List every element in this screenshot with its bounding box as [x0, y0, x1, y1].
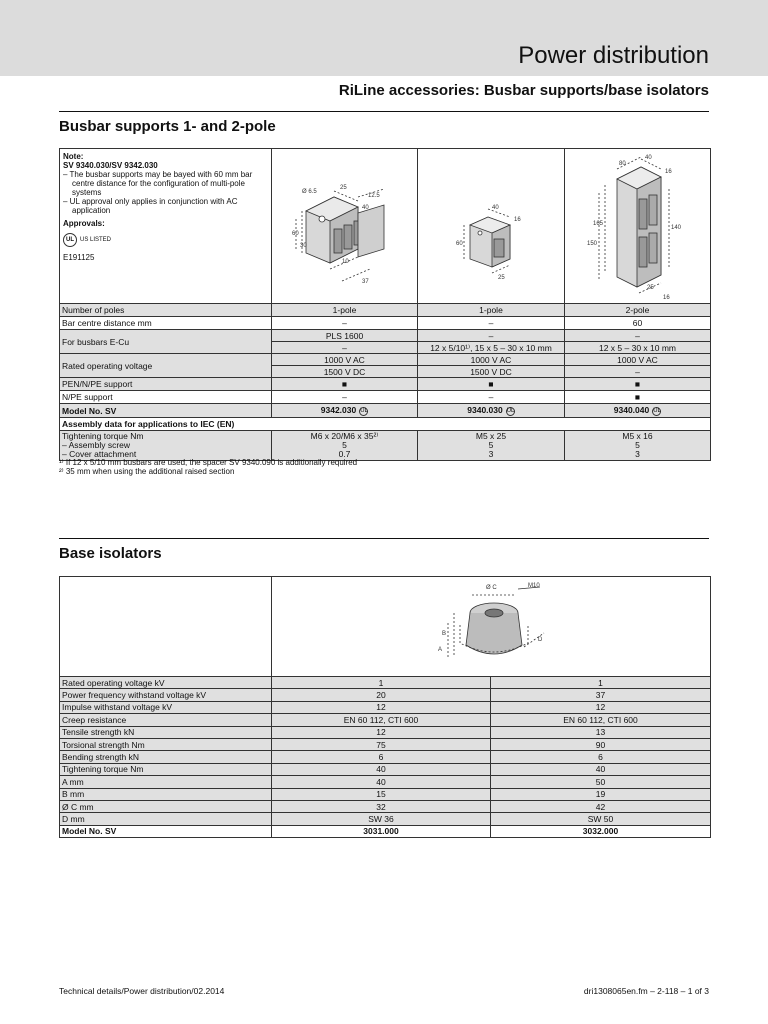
- dim-label: 25: [647, 285, 654, 291]
- dim-label: Ø C: [486, 585, 497, 591]
- cell-value: PLS 1600: [272, 330, 418, 342]
- approvals-label: Approvals:: [63, 219, 105, 228]
- table-row: [60, 431, 711, 461]
- note-title: Note:: [63, 152, 84, 161]
- footer-left: Technical details/Power distribution/02.2014: [59, 986, 225, 996]
- dim-label: 60: [292, 231, 299, 237]
- page-subtitle: RiLine accessories: Busbar supports/base isolators: [338, 82, 709, 99]
- row-label: B mm: [60, 788, 272, 800]
- table-row: [60, 714, 711, 726]
- table-row: [60, 825, 711, 837]
- cell-line: M6 x 20/M6 x 35²⁾: [310, 431, 379, 441]
- cell-value: SW 36: [272, 813, 491, 825]
- row-label: Creep resistance: [60, 714, 272, 726]
- row-label: Power frequency withstand voltage kV: [60, 689, 272, 701]
- row-label: Model No. SV: [60, 825, 272, 837]
- cell-value: 1000 V AC: [272, 354, 418, 366]
- cell-value: 13: [491, 726, 711, 738]
- table-row: [60, 330, 711, 342]
- busbar-note-cell: [60, 149, 272, 304]
- page-title: Power distribution: [518, 42, 709, 69]
- cert-reference: E191125: [63, 253, 95, 262]
- base-isolator-drawing: [272, 577, 711, 674]
- cell-value: [418, 431, 565, 461]
- cell-value: 90: [491, 738, 711, 750]
- footnote: ²⁾ 35 mm when using the additional raised section: [59, 467, 235, 476]
- cell-value: [272, 431, 418, 461]
- footnotes: [59, 458, 357, 476]
- table-row: [60, 689, 711, 701]
- table-row: [60, 391, 711, 404]
- table-row: [60, 738, 711, 750]
- cell-line: 0.7: [338, 449, 351, 459]
- assembly-label-line: Tightening torque Nm: [62, 431, 144, 441]
- cell-value: –: [565, 330, 711, 342]
- cell-value: –: [418, 317, 565, 330]
- dim-label: A: [438, 647, 443, 653]
- cell-value: [565, 431, 711, 461]
- cell-value: 3032.000: [491, 825, 711, 837]
- cell-value: 1500 V DC: [418, 366, 565, 378]
- cell-line: M5 x 16: [622, 431, 653, 441]
- cell-value: –: [418, 330, 565, 342]
- dim-label: 40: [362, 205, 369, 211]
- table-row: [60, 776, 711, 788]
- table-row: [60, 800, 711, 812]
- ul-listed-logo: [63, 233, 268, 247]
- dim-label: 12.5: [368, 193, 380, 199]
- dim-label: Ø 6.5: [302, 189, 317, 195]
- row-label: Rated operating voltage: [60, 354, 272, 378]
- dim-label: 10: [342, 259, 349, 265]
- row-label: Ø C mm: [60, 800, 272, 812]
- assembly-heading: Assembly data for applications to IEC (EN): [60, 418, 711, 431]
- busbar-support-drawing-b: [418, 149, 565, 301]
- model-number: 9340.040: [613, 405, 650, 416]
- cell-value: SW 50: [491, 813, 711, 825]
- cell-value: 32: [272, 800, 491, 812]
- table-row: [60, 813, 711, 825]
- cell-value: [418, 404, 565, 418]
- cell-value: 50: [491, 776, 711, 788]
- table-row: [60, 404, 711, 418]
- table-row: [60, 418, 711, 431]
- cell-value: ■: [565, 378, 711, 391]
- cell-value: –: [272, 342, 418, 354]
- ul-circle-icon: UL: [63, 233, 77, 247]
- cell-value: 12: [272, 701, 491, 713]
- dim-label: 40: [645, 155, 652, 161]
- dim-label: 37: [362, 279, 369, 285]
- cell-value: 75: [272, 738, 491, 750]
- cell-value: 3031.000: [272, 825, 491, 837]
- cell-value: 1000 V AC: [565, 354, 711, 366]
- cell-value: 1: [491, 677, 711, 689]
- dim-label: 165: [593, 221, 604, 227]
- table-row: [60, 763, 711, 775]
- row-label: Bending strength kN: [60, 751, 272, 763]
- cell-value: 2-pole: [565, 304, 711, 317]
- dim-label: 60: [456, 241, 463, 247]
- cell-value: [565, 404, 711, 418]
- model-number: 9342.030: [320, 405, 357, 416]
- dim-label: 40: [492, 205, 499, 211]
- cell-line: 5: [488, 440, 494, 450]
- dim-label: 16: [665, 169, 672, 175]
- cell-value: EN 60 112, CTI 600: [491, 714, 711, 726]
- dim-label: D: [538, 637, 543, 643]
- cell-line: 5: [635, 440, 640, 450]
- table-row: [60, 354, 711, 366]
- dim-label: 16: [663, 295, 670, 301]
- cell-value: 40: [272, 763, 491, 775]
- cell-value: 60: [565, 317, 711, 330]
- row-label: Number of poles: [60, 304, 272, 317]
- row-label: For busbars E-Cu: [60, 330, 272, 354]
- cell-line: 3: [635, 449, 640, 459]
- dim-label: 140: [671, 225, 682, 231]
- cell-value: ■: [565, 391, 711, 404]
- busbar-section-heading: Busbar supports 1- and 2-pole: [59, 118, 276, 135]
- cell-value: 37: [491, 689, 711, 701]
- cell-line: M5 x 25: [475, 431, 507, 441]
- cell-value: 12: [491, 701, 711, 713]
- footer-right: dri1308065en.fm – 2-118 – 1 of 3: [583, 986, 709, 996]
- table-row: [60, 788, 711, 800]
- cell-value: 1000 V AC: [418, 354, 565, 366]
- cell-value: 19: [491, 788, 711, 800]
- assembly-label-line: – Assembly screw: [62, 440, 131, 450]
- cell-value: –: [565, 366, 711, 378]
- model-number: 9340.030: [467, 405, 503, 416]
- busbar-support-drawing-a: [272, 149, 418, 301]
- busbar-table: [59, 148, 711, 461]
- table-row: [60, 701, 711, 713]
- cell-value: 1500 V DC: [272, 366, 418, 378]
- cell-value: –: [272, 317, 418, 330]
- cell-value: 6: [491, 751, 711, 763]
- isolator-empty-cell: [60, 577, 272, 677]
- cert-text: US LISTED: [80, 236, 112, 243]
- assembly-label: [60, 431, 272, 461]
- cell-value: –: [272, 391, 418, 404]
- note-models: SV 9340.030/SV 9342.030: [63, 161, 158, 170]
- row-label: PEN/N/PE support: [60, 378, 272, 391]
- cell-value: [272, 404, 418, 418]
- cell-value: 40: [272, 776, 491, 788]
- dim-label: 25: [498, 275, 505, 281]
- ul-mark-icon: UL: [653, 407, 661, 414]
- isolator-table: [59, 576, 711, 838]
- busbar-image-2pole: [565, 149, 711, 304]
- cell-value: 12 x 5 – 30 x 10 mm: [565, 342, 711, 354]
- footnote: ¹⁾ If 12 x 5/10 mm busbars are used, the spacer SV 9340.090 is additionally required: [59, 458, 358, 467]
- row-label: Torsional strength Nm: [60, 738, 272, 750]
- table-row: [60, 378, 711, 391]
- row-label: Tightening torque Nm: [60, 763, 272, 775]
- table-row: [60, 304, 711, 317]
- table-row: [60, 726, 711, 738]
- busbar-image-1pole: [418, 149, 565, 304]
- table-row: [60, 317, 711, 330]
- dim-label: 16: [514, 217, 521, 223]
- header-divider: [59, 111, 709, 112]
- note-line: – The busbar supports may be bayed with 60 mm bar centre distance for the configuration of multi-pole systems: [63, 170, 253, 197]
- dim-label: 25: [340, 185, 347, 191]
- cell-value: 1: [272, 677, 491, 689]
- cell-value: ■: [418, 378, 565, 391]
- busbar-support-drawing-c: [565, 149, 711, 301]
- cell-value: 15: [272, 788, 491, 800]
- ul-mark-icon: UL: [506, 407, 515, 414]
- row-label: Rated operating voltage kV: [60, 677, 272, 689]
- cell-value: 40: [491, 763, 711, 775]
- dim-label: 150: [587, 241, 598, 247]
- cell-value: –: [418, 391, 565, 404]
- row-label: A mm: [60, 776, 272, 788]
- table-row: [60, 677, 711, 689]
- assembly-label-line: – Cover attachment: [62, 449, 137, 459]
- note-line: – UL approval only applies in conjunction with AC application: [63, 197, 238, 215]
- cell-value: 42: [491, 800, 711, 812]
- section-divider: [59, 538, 709, 539]
- isolator-section-heading: Base isolators: [59, 545, 162, 562]
- row-label: Impulse withstand voltage kV: [60, 701, 272, 713]
- cell-value: EN 60 112, CTI 600: [272, 714, 491, 726]
- cell-line: 5: [342, 440, 347, 450]
- cell-line: 3: [488, 449, 494, 459]
- row-label: Tensile strength kN: [60, 726, 272, 738]
- row-label: D mm: [60, 813, 272, 825]
- cell-value: 1-pole: [418, 304, 565, 317]
- cell-value: 12: [272, 726, 491, 738]
- cell-value: 12 x 5/10¹⁾, 15 x 5 – 30 x 10 mm: [418, 342, 565, 354]
- ul-mark-icon: UL: [360, 407, 368, 414]
- busbar-image-1pole-pls: [272, 149, 418, 304]
- row-label: N/PE support: [60, 391, 272, 404]
- cell-value: 6: [272, 751, 491, 763]
- dim-label: B: [442, 631, 447, 637]
- cell-value: 20: [272, 689, 491, 701]
- row-label: Model No. SV: [60, 404, 272, 418]
- dim-label: 30: [300, 243, 307, 249]
- row-label: Bar centre distance mm: [60, 317, 272, 330]
- isolator-image-cell: [272, 577, 711, 677]
- dim-label: 80: [619, 161, 626, 167]
- table-row: [60, 751, 711, 763]
- dim-label: M10: [528, 583, 540, 589]
- cell-value: ■: [272, 378, 418, 391]
- cell-value: 1-pole: [272, 304, 418, 317]
